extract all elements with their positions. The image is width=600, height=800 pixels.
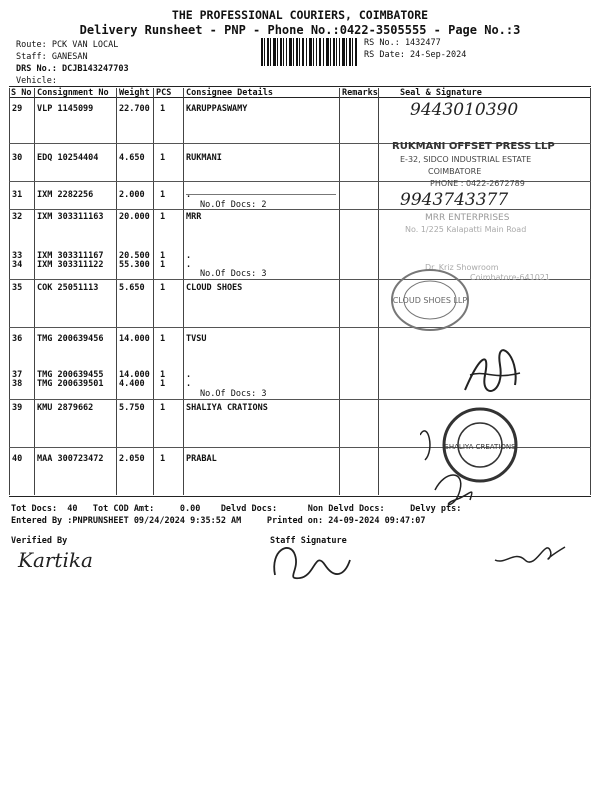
row-pcs: 1 <box>160 379 166 389</box>
row-pcs: 1 <box>160 251 166 261</box>
row-pcs: 1 <box>160 370 166 380</box>
row-weight: 20.500 <box>119 251 150 261</box>
row-consignee: RUKMANI <box>186 153 222 163</box>
handwritten-phone: 9943743377 <box>400 190 509 210</box>
table-bottom-border <box>9 496 591 497</box>
route-label: Route: PCK VAN LOCAL <box>16 40 119 50</box>
row-sno: 31 <box>12 190 23 200</box>
row-consignee: SHALIYA CRATIONS <box>186 403 268 413</box>
row-consignee: PRABAL <box>186 454 217 464</box>
staff-signature-scrawl <box>265 540 355 585</box>
row-consignment: COK 25051113 <box>37 283 99 293</box>
runsheet-subtitle: Delivery Runsheet - PNP - Phone No.:0422-3505555 - Page No.:3 <box>79 23 521 37</box>
row-sno: 38 <box>12 379 23 389</box>
col-divider <box>116 88 117 495</box>
column-header-remarks: Remarks <box>342 88 378 98</box>
row-weight: 4.400 <box>119 379 145 389</box>
verified-by-label: Verified By <box>11 536 68 546</box>
col-divider <box>590 88 591 495</box>
column-header-pcs: PCS <box>156 88 172 98</box>
shaliya-stamp-text: SHALIYA CREATIONS <box>444 443 516 451</box>
row-pcs: 1 <box>160 454 166 464</box>
cloud-stamp-text: CLOUD SHOES LLP <box>392 296 468 305</box>
docs-rule <box>186 194 336 195</box>
row-pcs: 1 <box>160 153 166 163</box>
column-header-consignment: Consignment No <box>37 88 109 98</box>
staff-label: Staff: GANESAN <box>16 52 88 62</box>
stamp-rukmani-city: COIMBATORE <box>428 167 482 176</box>
row-consignment: TMG 200639455 <box>37 370 104 380</box>
row-sno: 34 <box>12 260 23 270</box>
entered-by-line: Entered By :PNPRUNSHEET 09/24/2024 9:35:52 AM Printed on: 24-09-2024 09:47:07 <box>11 516 426 526</box>
col-divider <box>34 88 35 495</box>
row-sno: 36 <box>12 334 23 344</box>
column-header-seal: Seal & Signature <box>400 88 482 98</box>
vehicle-label: Vehicle: <box>16 76 57 86</box>
row-weight: 5.650 <box>119 283 145 293</box>
row-pcs: 1 <box>160 104 166 114</box>
signature-scrawl <box>490 535 570 570</box>
row-pcs: 1 <box>160 334 166 344</box>
row-pcs: 1 <box>160 403 166 413</box>
docs-count: No.Of Docs: 2 <box>200 200 267 210</box>
rs-number: RS No.: 1432477 <box>364 38 441 48</box>
row-weight: 2.050 <box>119 454 145 464</box>
stamp-mrr-line: Dr. Kriz Showroom <box>425 263 499 272</box>
stamp-rukmani-address: E-32, SIDCO INDUSTRIAL ESTATE <box>400 155 532 164</box>
table-top-border <box>9 86 591 87</box>
docs-count: No.Of Docs: 3 <box>200 389 267 399</box>
row-consignee: . <box>186 379 192 389</box>
col-divider <box>9 88 10 495</box>
row-consignment: VLP 1145099 <box>37 104 94 114</box>
row-consignee: CLOUD SHOES <box>186 283 243 293</box>
row-consignee: . <box>186 251 192 261</box>
col-divider <box>183 88 184 495</box>
row-consignment: TMG 200639501 <box>37 379 104 389</box>
column-header-sno: S No <box>11 88 32 98</box>
row-consignment: TMG 200639456 <box>37 334 104 344</box>
row-pcs: 1 <box>160 260 166 270</box>
row-consignee: KARUPPASWAMY <box>186 104 248 114</box>
row-weight: 55.300 <box>119 260 150 270</box>
handwritten-phone: 9443010390 <box>410 100 519 120</box>
drs-number: DRS No.: DCJB143247703 <box>16 64 129 74</box>
row-consignee: MRR <box>186 212 202 222</box>
row-consignment: EDQ 10254404 <box>37 153 99 163</box>
row-consignment: KMU 2879662 <box>37 403 94 413</box>
row-weight: 14.000 <box>119 370 150 380</box>
company-title: THE PROFESSIONAL COURIERS, COIMBATORE <box>171 8 429 22</box>
cloud-shoes-stamp <box>385 265 475 335</box>
col-divider <box>378 88 379 495</box>
row-consignment: IXM 303311167 <box>37 251 104 261</box>
verified-signature: Kartika <box>18 548 93 572</box>
row-weight: 22.700 <box>119 104 150 114</box>
staff-signature-label: Staff Signature <box>270 536 347 546</box>
stamp-mrr-line: No. 1/225 Kalapatti Main Road <box>405 225 527 234</box>
rs-date: RS Date: 24-Sep-2024 <box>364 50 467 60</box>
row-consignment: IXM 303311163 <box>37 212 104 222</box>
row-weight: 14.000 <box>119 334 150 344</box>
row-weight: 5.750 <box>119 403 145 413</box>
row-weight: 20.000 <box>119 212 150 222</box>
row-pcs: 1 <box>160 212 166 222</box>
stamp-rukmani-phone: PHONE : 0422-2672789 <box>430 179 525 188</box>
totals-line: Tot Docs: 40 Tot COD Amt: 0.00 Delvd Docs: Non Delvd Docs: Delvy pts: <box>11 504 462 514</box>
row-sno: 32 <box>12 212 23 222</box>
row-consignment: IXM 2282256 <box>37 190 94 200</box>
row-sno: 29 <box>12 104 23 114</box>
stamp-mrr-line: Coimbatore-641021 <box>470 273 550 282</box>
row-sno: 30 <box>12 153 23 163</box>
row-consignment: MAA 300723472 <box>37 454 104 464</box>
row-sno: 40 <box>12 454 23 464</box>
stamp-mrr: MRR ENTERPRISES <box>425 213 510 223</box>
row-weight: 2.000 <box>119 190 145 200</box>
column-header-consignee: Consignee Details <box>186 88 273 98</box>
barcode-image <box>261 38 357 66</box>
row-sno: 37 <box>12 370 23 380</box>
row-consignee: . <box>186 260 192 270</box>
col-divider <box>153 88 154 495</box>
stamp-rukmani: RUKMANI OFFSET PRESS LLP <box>392 141 555 152</box>
docs-count: No.Of Docs: 3 <box>200 269 267 279</box>
row-consignment: IXM 303311122 <box>37 260 104 270</box>
row-consignee: TVSU <box>186 334 207 344</box>
signature-scrawl <box>460 345 530 400</box>
row-consignee: . <box>186 370 192 380</box>
row-separator <box>9 327 591 328</box>
row-weight: 4.650 <box>119 153 145 163</box>
row-pcs: 1 <box>160 283 166 293</box>
col-divider <box>339 88 340 495</box>
row-sno: 33 <box>12 251 23 261</box>
row-sno: 39 <box>12 403 23 413</box>
row-sno: 35 <box>12 283 23 293</box>
row-consignee: . <box>186 190 192 200</box>
column-header-weight: Weight <box>119 88 150 98</box>
row-pcs: 1 <box>160 190 166 200</box>
